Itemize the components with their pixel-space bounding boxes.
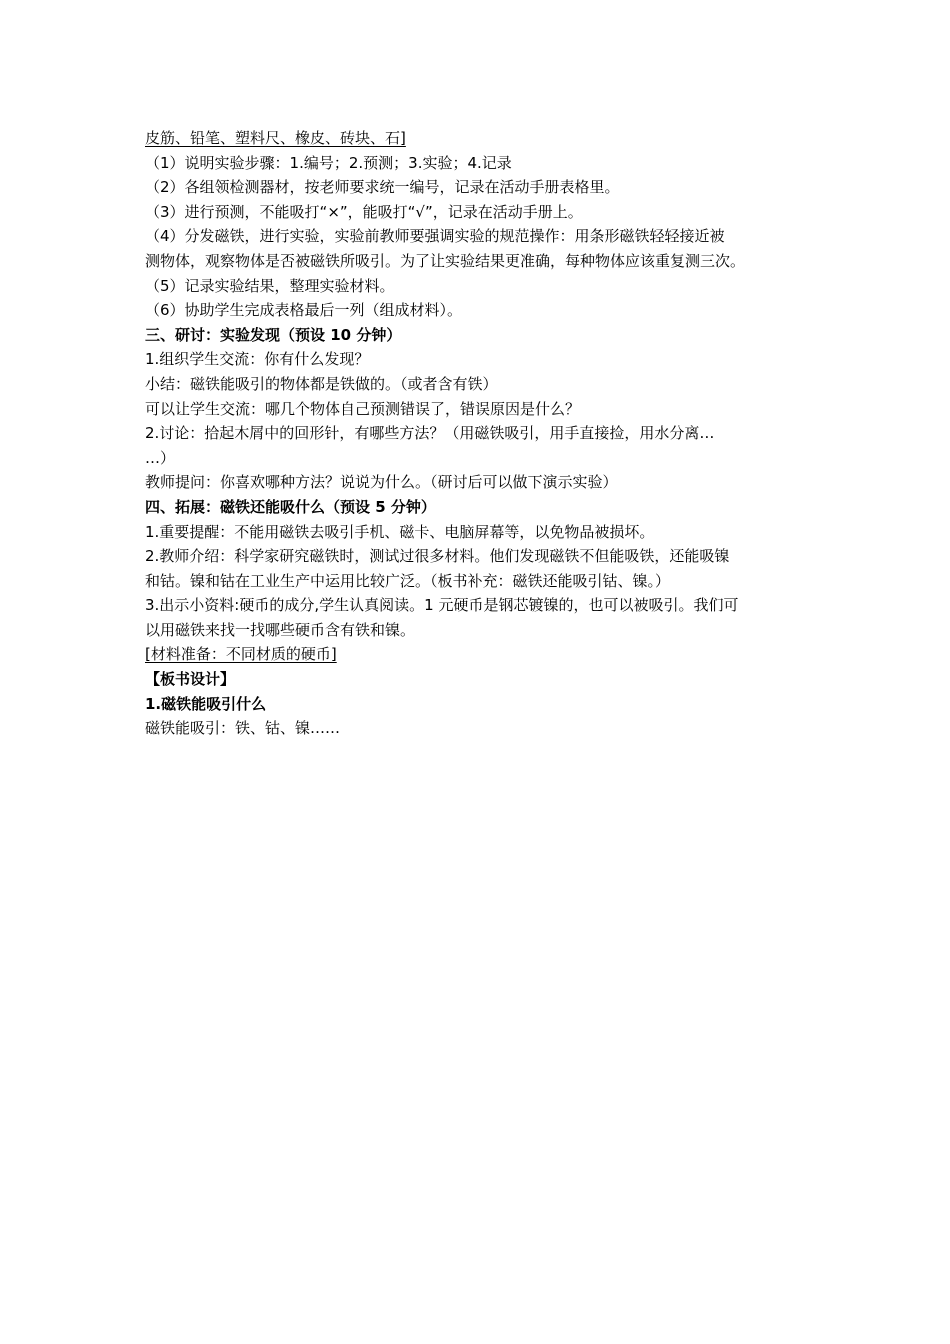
- step-4-experiment-line-2: 测物体，观察物体是否被磁铁所吸引。为了让实验结果更准确，每种物体应该重复测三次。: [145, 251, 746, 270]
- discussion-item-2-line-2: …）: [145, 448, 176, 467]
- step-2-distribute-materials: （2）各组领检测器材，按老师要求统一编号，记录在活动手册表格里。: [145, 178, 620, 197]
- board-design-heading: 【板书设计】: [145, 670, 236, 689]
- extension-item-3-line-1: 3.出示小资料:硬币的成分,学生认真阅读。1 元硬币是钢芯镀镍的，也可以被吸引。我们可: [145, 596, 739, 615]
- document-body: [145, 126, 825, 741]
- extension-item-2-line-1: 2.教师介绍：科学家研究磁铁时，测试过很多材料。他们发现磁铁不但能吸铁，还能吸镍: [145, 547, 730, 566]
- extension-item-3-line-2: 以用磁铁来找一找哪些硬币含有铁和镍。: [145, 620, 416, 639]
- step-5-record-results: （5）记录实验结果，整理实验材料。: [145, 276, 395, 295]
- materials-preparation-note: [材料准备：不同材质的硬币]: [145, 645, 337, 664]
- teacher-question: 教师提问：你喜欢哪种方法？说说为什么。（研讨后可以做下演示实验）: [145, 473, 618, 492]
- discussion-item-2-line-1: 2.讨论：拾起木屑中的回形针，有哪些方法？（用磁铁吸引，用手直接捡，用水分离…: [145, 424, 715, 443]
- summary-text: 小结：磁铁能吸引的物体都是铁做的。（或者含有铁）: [145, 374, 498, 393]
- step-3-prediction: （3）进行预测，不能吸打“×”，能吸打“√”，记录在活动手册上。: [145, 202, 583, 221]
- board-design-content: 磁铁能吸引：铁、钴、镍……: [145, 719, 341, 738]
- section-4-heading: 四、拓展：磁铁还能吸什么（预设 5 分钟）: [145, 497, 436, 516]
- board-design-subheading: 1.磁铁能吸引什么: [145, 694, 267, 713]
- extension-item-1: 1.重要提醒：不能用磁铁去吸引手机、磁卡、电脑屏幕等，以免物品被损坏。: [145, 522, 655, 541]
- student-exchange-text: 可以让学生交流：哪几个物体自己预测错误了，错误原因是什么？: [145, 399, 581, 418]
- section-3-heading: 三、研讨：实验发现（预设 10 分钟）: [145, 325, 402, 344]
- step-1-explain-procedure: （1）说明实验步骤：1.编号；2.预测；3.实验；4.记录: [145, 153, 512, 172]
- step-4-experiment-line-1: （4）分发磁铁，进行实验，实验前教师要强调实验的规范操作：用条形磁铁轻轻接近被: [145, 227, 725, 246]
- materials-list-continuation: 皮筋、铅笔、塑料尺、橡皮、砖块、石]: [145, 129, 406, 147]
- extension-item-2-line-2: 和钴。镍和钴在工业生产中运用比较广泛。（板书补充：磁铁还能吸引钴、镍。）: [145, 571, 671, 590]
- discussion-item-1: 1.组织学生交流：你有什么发现？: [145, 350, 370, 369]
- step-6-complete-table: （6）协助学生完成表格最后一列（组成材料）。: [145, 301, 463, 320]
